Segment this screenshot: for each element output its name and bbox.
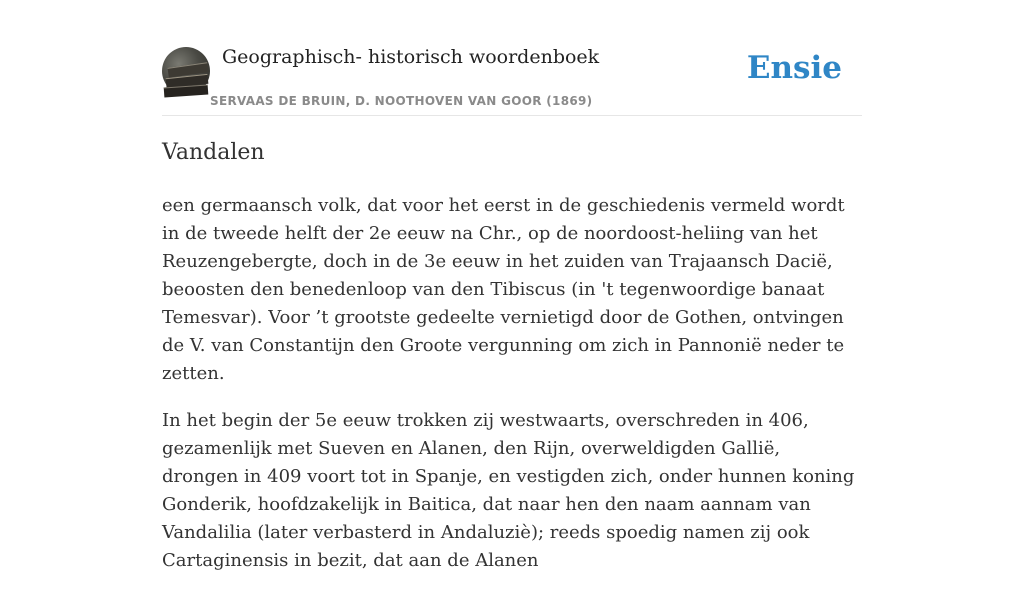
ensie-logo-link[interactable]: Ensie [746,50,842,86]
entry-paragraph: een germaansch volk, dat voor het eerst in de geschiedenis vermeld wordt in de tweede helft der 2e eeuw na Chr., op de noordoost-heliing van het Reuzengebergte, doch in de 3e eeuw in het zuiden van Trajaansch Dacië, beoosten den benedenloop van den Tibiscus (in 't tegenwoordige banaat Temesvar). Voor ’t grootste gedeelte vernietigd door de Gothen, ontvingen de V. van Constantijn den Groote vergunning om zich in Pannonië neder te zetten. [162,195,845,384]
book-author: SERVAAS DE BRUIN, D. NOOTHOVEN VAN GOOR (1869) [210,94,593,108]
book-stack-avatar-icon[interactable] [162,47,210,95]
entry-content [162,192,862,594]
entry-title: Vandalen [162,140,265,165]
header [162,40,862,116]
book-title-link[interactable]: Geographisch- historisch woordenboek [222,46,600,68]
book-spine-3 [164,84,209,97]
entry-paragraph: In het begin der 5e eeuw trokken zij westwaarts, overschreden in 406, gezamenlijk met Sueven en Alanen, den Rijn, overweldigden Gallië, drongen in 409 voort tot in Spanje, en vestigden zich, onder hunnen koning Gonderik, hoofdzakelijk in Baitica, dat naar hen den naam aannam van Vandalilia (later verbasterd in Andaluziè); reeds spoedig namen zij ook Cartaginensis in bezit, dat aan de Alanen [162,410,855,571]
